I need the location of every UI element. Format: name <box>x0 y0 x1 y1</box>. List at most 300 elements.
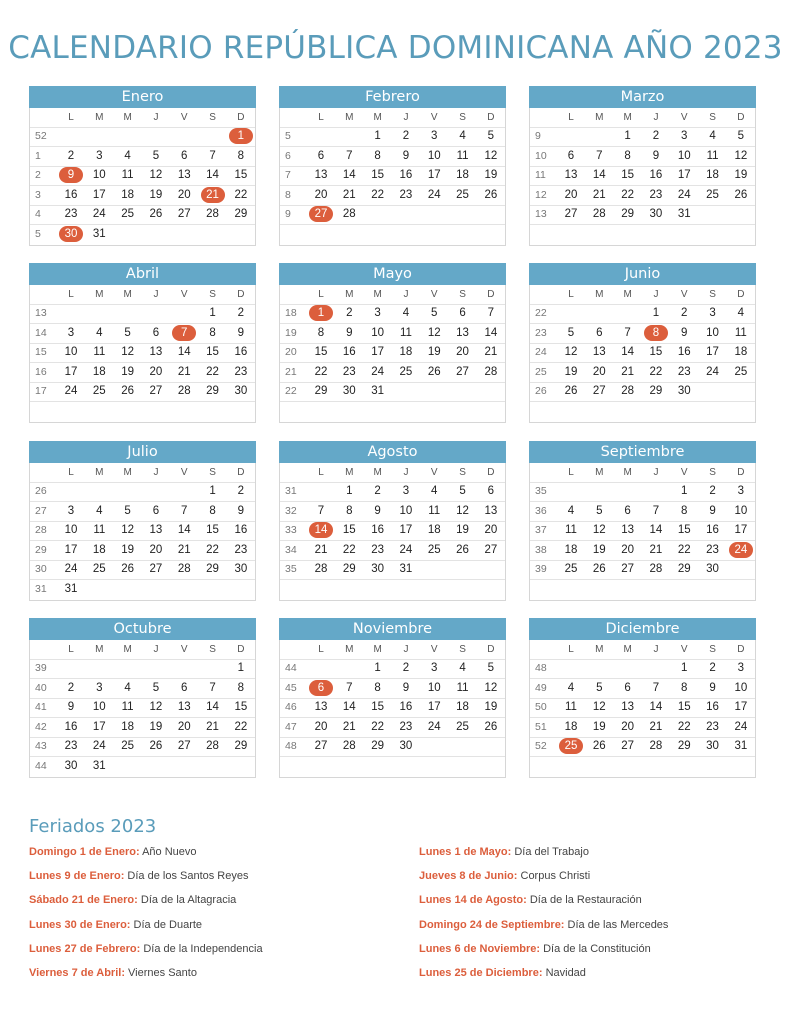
day-cell <box>642 580 670 599</box>
week-number: 46 <box>285 701 297 714</box>
week-number: 35 <box>285 563 297 576</box>
day-cell: 3 <box>737 485 745 498</box>
day-cell <box>420 737 448 756</box>
day-cell: 10 <box>92 701 106 714</box>
weekday-row <box>30 108 255 128</box>
week-number: 45 <box>285 681 297 694</box>
day-cell: 14 <box>342 169 356 182</box>
holiday-date: Lunes 6 de Noviembre: <box>419 942 541 955</box>
week-number: 6 <box>285 149 291 162</box>
week-row <box>280 167 505 187</box>
day-cell: 25 <box>456 720 469 733</box>
day-cell: 1 <box>237 662 245 675</box>
day-cell: 3 <box>709 307 716 320</box>
day-cell <box>170 127 198 146</box>
holiday-marker: 30 <box>59 226 83 242</box>
month-header: Noviembre <box>279 618 506 640</box>
week-row <box>30 522 255 542</box>
day-cell <box>727 402 755 421</box>
day-cell: 28 <box>177 385 191 398</box>
day-cell <box>420 560 448 579</box>
day-cell: 5 <box>596 504 603 517</box>
day-cell: 22 <box>314 365 328 378</box>
week-row <box>280 186 505 206</box>
day-cell: 24 <box>734 720 748 733</box>
day-cell: 31 <box>399 563 413 576</box>
day-cell <box>227 757 255 776</box>
day-cell: 12 <box>121 346 135 359</box>
day-cell: 11 <box>565 524 577 537</box>
weekday-label: M <box>623 111 632 123</box>
month-days <box>279 108 506 246</box>
week-number: 39 <box>535 563 547 576</box>
week-row <box>530 580 755 600</box>
day-cell <box>727 560 755 579</box>
day-cell: 16 <box>234 346 248 359</box>
week-row <box>30 186 255 206</box>
day-cell <box>335 659 363 678</box>
feriados-list-right <box>419 846 668 991</box>
day-cell: 15 <box>314 346 328 359</box>
week-row <box>280 660 505 680</box>
week-row <box>280 718 505 738</box>
day-cell <box>307 225 335 244</box>
holiday-item <box>29 919 263 943</box>
week-number-header <box>30 463 57 482</box>
day-cell: 12 <box>564 346 578 359</box>
weekday-label: M <box>373 643 382 655</box>
day-cell <box>420 225 448 244</box>
week-number <box>280 757 307 776</box>
day-cell: 4 <box>402 307 410 320</box>
day-cell <box>170 304 198 323</box>
day-cell: 21 <box>177 365 191 378</box>
day-cell: 12 <box>592 701 606 714</box>
week-row <box>530 522 755 542</box>
day-cell <box>642 482 670 501</box>
day-cell: 5 <box>567 326 575 339</box>
day-cell <box>85 304 113 323</box>
day-cell: 26 <box>456 543 469 556</box>
day-cell <box>670 225 698 244</box>
day-cell: 12 <box>592 524 606 537</box>
day-cell <box>557 304 585 323</box>
holiday-marker: 25 <box>559 738 583 754</box>
day-cell: 13 <box>484 504 498 517</box>
day-cell: 6 <box>624 681 631 694</box>
day-cell <box>585 402 613 421</box>
day-cell: 4 <box>709 130 716 143</box>
day-cell: 3 <box>737 662 745 675</box>
day-cell <box>448 402 476 421</box>
holiday-marker: 1 <box>309 305 333 321</box>
day-cell <box>198 580 226 599</box>
weekday-label: M <box>595 643 604 655</box>
holiday-item <box>29 943 263 967</box>
day-cell: 15 <box>206 346 219 359</box>
day-cell <box>170 757 198 776</box>
week-number: 30 <box>35 563 47 576</box>
week-number: 5 <box>285 130 291 143</box>
weekday-row <box>30 640 255 660</box>
weekday-label: L <box>318 288 324 300</box>
day-cell: 10 <box>427 149 441 162</box>
day-cell: 1 <box>209 307 216 320</box>
day-cell: 13 <box>314 701 328 714</box>
weekday-row <box>530 285 755 305</box>
day-cell <box>727 205 755 224</box>
day-cell: 13 <box>149 346 163 359</box>
weekday-label: S <box>459 111 466 123</box>
week-number-header <box>280 640 307 659</box>
day-cell: 4 <box>96 504 103 517</box>
day-cell <box>670 402 698 421</box>
day-cell <box>307 659 335 678</box>
day-cell <box>335 757 363 776</box>
weekday-label: S <box>459 643 466 655</box>
day-cell <box>557 225 585 244</box>
day-cell: 28 <box>342 208 356 221</box>
week-number: 36 <box>535 504 547 517</box>
day-cell: 23 <box>64 740 78 753</box>
day-cell: 4 <box>124 681 131 694</box>
day-cell: 5 <box>152 681 160 694</box>
weekday-label: M <box>95 466 104 478</box>
day-cell: 27 <box>149 563 163 576</box>
week-row <box>30 324 255 344</box>
day-cell <box>585 580 613 599</box>
day-cell: 19 <box>734 169 748 182</box>
day-cell: 4 <box>431 485 438 498</box>
day-cell <box>642 402 670 421</box>
weekday-label: J <box>153 643 159 655</box>
day-cell: 24 <box>92 740 106 753</box>
month-days <box>529 463 756 601</box>
day-cell <box>613 304 641 323</box>
week-number: 14 <box>35 326 47 339</box>
holiday-day <box>557 737 585 756</box>
weekday-label: M <box>123 643 132 655</box>
day-cell: 17 <box>734 524 748 537</box>
weekday-label: M <box>623 643 632 655</box>
day-cell <box>585 482 613 501</box>
day-cell <box>198 659 226 678</box>
month-junio <box>529 263 756 423</box>
week-number: 9 <box>535 130 541 143</box>
day-cell: 9 <box>402 681 410 694</box>
day-cell: 19 <box>121 543 135 556</box>
holiday-name: Navidad <box>545 966 586 979</box>
holiday-item <box>419 967 668 991</box>
day-cell: 14 <box>649 524 663 537</box>
day-cell: 11 <box>428 504 441 517</box>
day-cell: 21 <box>484 346 498 359</box>
day-cell <box>420 382 448 401</box>
day-cell <box>85 482 113 501</box>
week-number <box>280 580 307 599</box>
holiday-name: Día de la Constitución <box>543 942 651 955</box>
weekday-label: M <box>345 111 354 123</box>
month-agosto <box>279 441 506 601</box>
week-row <box>280 225 505 245</box>
day-cell: 11 <box>121 701 134 714</box>
day-cell: 7 <box>209 681 216 694</box>
holiday-item <box>29 894 263 918</box>
holiday-date: Viernes 7 de Abril: <box>29 966 125 979</box>
month-days <box>29 108 256 246</box>
day-cell: 29 <box>234 208 248 221</box>
day-cell: 10 <box>64 346 78 359</box>
day-cell <box>420 205 448 224</box>
holiday-date: Lunes 27 de Febrero: <box>29 942 141 955</box>
day-cell: 26 <box>592 740 606 753</box>
day-cell: 16 <box>371 524 385 537</box>
day-cell <box>613 482 641 501</box>
week-number: 43 <box>35 740 47 753</box>
day-cell: 2 <box>237 307 245 320</box>
day-cell: 8 <box>346 504 353 517</box>
day-cell: 22 <box>371 720 385 733</box>
day-cell: 31 <box>734 740 748 753</box>
day-cell <box>198 225 226 244</box>
day-cell: 4 <box>567 681 575 694</box>
week-row <box>530 363 755 383</box>
week-number: 44 <box>285 662 297 675</box>
day-cell: 14 <box>177 524 191 537</box>
holiday-name: Día del Trabajo <box>514 846 589 858</box>
week-row <box>530 679 755 699</box>
week-number-header <box>30 640 57 659</box>
day-cell: 21 <box>314 543 328 556</box>
day-cell: 20 <box>177 188 191 201</box>
day-cell: 27 <box>484 543 498 556</box>
day-cell: 8 <box>209 326 216 339</box>
weekday-label: D <box>237 466 245 478</box>
week-row <box>30 718 255 738</box>
day-cell: 24 <box>92 208 106 221</box>
week-row <box>530 305 755 325</box>
day-cell: 2 <box>709 485 716 498</box>
week-row <box>280 699 505 719</box>
week-number: 41 <box>35 701 47 714</box>
week-row <box>30 502 255 522</box>
day-cell: 15 <box>234 701 248 714</box>
day-cell: 29 <box>342 563 356 576</box>
day-cell: 31 <box>64 583 78 596</box>
day-cell: 27 <box>592 385 606 398</box>
week-number-header <box>530 640 557 659</box>
day-cell: 17 <box>371 346 385 359</box>
weekday-label: M <box>123 111 132 123</box>
day-cell: 27 <box>149 385 163 398</box>
day-cell: 27 <box>177 208 191 221</box>
day-cell: 29 <box>677 563 691 576</box>
holiday-day <box>307 521 335 540</box>
week-row <box>530 757 755 777</box>
day-cell: 18 <box>121 188 135 201</box>
month-header: Junio <box>529 263 756 285</box>
week-number: 22 <box>285 385 297 398</box>
day-cell: 14 <box>206 701 219 714</box>
day-cell <box>392 205 420 224</box>
day-cell: 25 <box>92 563 106 576</box>
day-cell: 16 <box>64 720 78 733</box>
day-cell: 23 <box>399 720 413 733</box>
day-cell: 3 <box>431 130 438 143</box>
day-cell: 1 <box>346 485 353 498</box>
day-cell: 16 <box>706 524 719 537</box>
day-cell: 9 <box>709 504 716 517</box>
holiday-marker: 24 <box>729 542 753 558</box>
day-cell: 22 <box>206 365 219 378</box>
day-cell <box>113 402 141 421</box>
month-header: Diciembre <box>529 618 756 640</box>
day-cell <box>113 304 141 323</box>
day-cell: 28 <box>342 740 356 753</box>
weekday-label: D <box>487 466 495 478</box>
week-number: 17 <box>35 385 47 398</box>
day-cell: 20 <box>484 524 498 537</box>
day-cell: 3 <box>374 307 381 320</box>
day-cell: 17 <box>706 346 719 359</box>
weekday-label: M <box>595 288 604 300</box>
day-cell: 15 <box>371 169 385 182</box>
week-number-header <box>530 285 557 304</box>
week-number: 48 <box>535 662 547 675</box>
week-number <box>530 402 557 421</box>
week-row <box>30 363 255 383</box>
holiday-marker: 14 <box>309 522 333 538</box>
week-row <box>280 363 505 383</box>
holiday-name: Corpus Christi <box>520 870 591 883</box>
day-cell: 15 <box>206 524 219 537</box>
day-cell: 2 <box>67 681 75 694</box>
weekday-label: V <box>680 111 688 123</box>
week-number-header <box>530 463 557 482</box>
month-abril <box>29 263 256 423</box>
day-cell: 4 <box>459 662 466 675</box>
month-header: Octubre <box>29 618 256 640</box>
day-cell: 14 <box>621 346 635 359</box>
weekday-label: J <box>653 111 659 123</box>
day-cell: 19 <box>456 524 469 537</box>
week-number: 1 <box>35 149 41 162</box>
day-cell: 22 <box>677 543 691 556</box>
holiday-name: Viernes Santo <box>128 966 197 979</box>
day-cell <box>448 737 476 756</box>
month-header: Marzo <box>529 86 756 108</box>
day-cell: 8 <box>624 149 631 162</box>
day-cell: 18 <box>734 346 748 359</box>
day-cell: 19 <box>427 346 441 359</box>
day-cell <box>392 757 420 776</box>
day-cell: 24 <box>64 385 78 398</box>
week-row <box>280 483 505 503</box>
day-cell: 25 <box>121 740 135 753</box>
day-cell: 7 <box>317 504 325 517</box>
weekday-label: M <box>595 466 604 478</box>
day-cell: 24 <box>677 188 691 201</box>
weekday-label: D <box>737 111 745 123</box>
week-row <box>30 561 255 581</box>
weekday-row <box>280 285 505 305</box>
day-cell: 12 <box>484 681 498 694</box>
weekday-label: J <box>403 111 409 123</box>
week-number: 12 <box>535 188 547 201</box>
weekday-label: V <box>430 643 438 655</box>
week-number-header <box>30 285 57 304</box>
week-row <box>30 305 255 325</box>
day-cell: 3 <box>681 130 688 143</box>
holiday-date: Domingo 24 de Septiembre: <box>419 918 565 931</box>
day-cell: 2 <box>374 485 381 498</box>
day-cell: 9 <box>402 149 410 162</box>
week-row <box>530 541 755 561</box>
day-cell: 27 <box>564 208 578 221</box>
holiday-day <box>307 679 335 698</box>
week-row <box>30 225 255 245</box>
day-cell: 15 <box>371 701 385 714</box>
holiday-marker: 9 <box>59 167 83 183</box>
day-cell <box>57 659 85 678</box>
month-mayo <box>279 263 506 423</box>
day-cell: 4 <box>124 149 131 162</box>
weekday-label: S <box>709 111 716 123</box>
day-cell <box>363 757 391 776</box>
day-cell: 19 <box>121 365 135 378</box>
holiday-marker: 7 <box>172 325 196 341</box>
day-cell: 3 <box>67 504 75 517</box>
month-days <box>529 108 756 246</box>
day-cell: 26 <box>564 385 578 398</box>
holiday-item <box>29 967 263 991</box>
day-cell: 1 <box>209 485 216 498</box>
week-number: 3 <box>35 188 41 201</box>
week-number-header <box>280 463 307 482</box>
day-cell <box>113 757 141 776</box>
day-cell: 7 <box>209 149 216 162</box>
week-number: 10 <box>535 149 547 162</box>
day-cell: 27 <box>177 740 191 753</box>
weekday-label: M <box>345 643 354 655</box>
week-number: 7 <box>285 169 291 182</box>
holiday-day <box>642 324 670 343</box>
day-cell: 3 <box>431 662 438 675</box>
holiday-date: Lunes 9 de Enero: <box>29 870 125 883</box>
day-cell: 13 <box>592 346 606 359</box>
week-row <box>530 128 755 148</box>
week-row <box>530 402 755 422</box>
day-cell: 9 <box>681 326 688 339</box>
week-number: 29 <box>35 543 47 556</box>
day-cell: 17 <box>734 701 748 714</box>
weekday-label: S <box>209 643 216 655</box>
day-cell <box>585 757 613 776</box>
day-cell <box>642 225 670 244</box>
week-row <box>280 757 505 777</box>
day-cell <box>335 580 363 599</box>
day-cell: 8 <box>209 504 216 517</box>
day-cell: 9 <box>709 681 716 694</box>
week-number: 32 <box>285 504 297 517</box>
week-row <box>30 206 255 226</box>
day-cell <box>448 205 476 224</box>
month-header: Febrero <box>279 86 506 108</box>
week-row <box>280 522 505 542</box>
day-cell: 25 <box>564 563 578 576</box>
day-cell: 29 <box>234 740 248 753</box>
day-cell <box>142 402 170 421</box>
